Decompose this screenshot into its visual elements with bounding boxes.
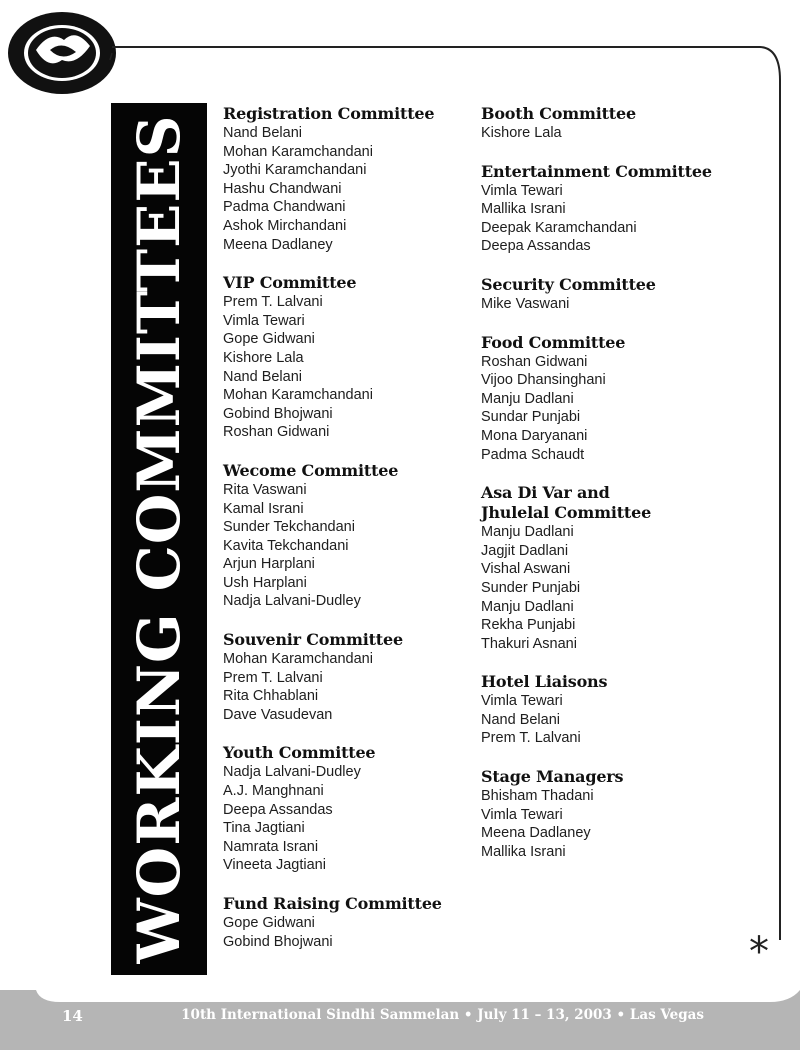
committee-block bbox=[223, 273, 473, 442]
event-footer-text: 10th International Sindhi Sammelan • July 11 – 13, 2003 • Las Vegas bbox=[181, 1007, 704, 1023]
committee-member: Vimla Tewari bbox=[481, 806, 563, 823]
committee-member: Kishore Lala bbox=[223, 349, 304, 366]
committee-block bbox=[223, 894, 473, 951]
committee-member: Deepa Assandas bbox=[223, 801, 333, 818]
committee-member: Jyothi Karamchandani bbox=[223, 162, 367, 179]
page-number: 14 bbox=[62, 1007, 83, 1025]
committee-member: Prem T. Lalvani bbox=[223, 294, 323, 311]
committee-block bbox=[481, 275, 721, 314]
committee-member: Manju Dadlani bbox=[481, 524, 574, 541]
committee-heading: Stage Managers bbox=[481, 767, 624, 787]
committee-heading: Security Committee bbox=[481, 274, 656, 294]
committee-member: Vishal Aswani bbox=[481, 561, 571, 578]
committee-member: Meena Dadlaney bbox=[223, 236, 333, 253]
committee-member: Gope Gidwani bbox=[223, 915, 315, 931]
committee-member: Bhisham Thadani bbox=[481, 788, 594, 805]
committee-member: Nadja Lalvani-Dudley bbox=[223, 593, 361, 610]
committee-block bbox=[223, 630, 473, 724]
committee-member: Nand Belani bbox=[481, 711, 560, 728]
committee-member: Vijoo Dhansinghani bbox=[481, 372, 606, 389]
right-column bbox=[481, 104, 721, 861]
committee-member: Sundar Punjabi bbox=[481, 409, 581, 426]
committee-block bbox=[223, 104, 473, 254]
committee-member: Tina Jagtiani bbox=[223, 820, 305, 837]
committee-member: Sunder Tekchandani bbox=[223, 519, 355, 536]
committee-heading: Booth Committee bbox=[481, 104, 636, 123]
committee-block bbox=[481, 162, 721, 256]
committee-heading: Entertainment Committee bbox=[481, 161, 712, 181]
committee-heading: Fund Raising Committee bbox=[223, 894, 442, 913]
committee-member: Gope Gidwani bbox=[223, 331, 315, 348]
committee-heading: Wecome Committee bbox=[223, 460, 399, 480]
committee-member: Prem T. Lalvani bbox=[223, 669, 323, 686]
committee-block bbox=[223, 743, 473, 875]
committee-member: Dave Vasudevan bbox=[223, 706, 333, 723]
committee-member: Thakuri Asnani bbox=[481, 635, 577, 652]
committee-member: Arjun Harplani bbox=[223, 556, 315, 573]
committee-block bbox=[481, 333, 721, 465]
committee-member: Kamal Israni bbox=[223, 500, 304, 517]
committee-member: Kavita Tekchandani bbox=[223, 537, 349, 554]
committee-member: Jagjit Dadlani bbox=[481, 542, 569, 559]
left-column bbox=[223, 104, 473, 951]
committee-member: Mike Vaswani bbox=[481, 295, 570, 312]
committee-member: Prem T. Lalvani bbox=[481, 730, 581, 747]
committee-member: Hashu Chandwani bbox=[223, 180, 342, 197]
committee-heading: Youth Committee bbox=[223, 743, 376, 763]
committee-member: Deepa Assandas bbox=[481, 238, 591, 255]
committee-member: Vimla Tewari bbox=[481, 693, 563, 710]
committee-heading: VIP Committee bbox=[223, 273, 357, 293]
committee-member: Mallika Israni bbox=[481, 843, 566, 860]
committee-member: Mohan Karamchandani bbox=[223, 143, 373, 160]
committee-block bbox=[481, 767, 721, 861]
committee-member: A.J. Manghnani bbox=[223, 783, 324, 800]
committee-member: Padma Chandwani bbox=[223, 199, 346, 216]
asterisk-icon: * bbox=[749, 929, 769, 975]
committee-member: Nadja Lalvani-Dudley bbox=[223, 764, 361, 781]
committee-member: Kishore Lala bbox=[481, 125, 562, 141]
committee-member: Mona Daryanani bbox=[481, 427, 588, 444]
committee-member: Mohan Karamchandani bbox=[223, 387, 373, 404]
committee-member: Vineeta Jagtiani bbox=[223, 857, 326, 874]
committee-member: Gobind Bhojwani bbox=[223, 405, 333, 422]
committee-block bbox=[481, 483, 721, 653]
committee-heading: Registration Committee bbox=[223, 104, 435, 123]
committee-heading: Asa Di Var and Jhulelal Committee bbox=[481, 483, 652, 523]
committee-block bbox=[481, 672, 721, 748]
committee-member: Mohan Karamchandani bbox=[223, 651, 373, 668]
committee-member: Vimla Tewari bbox=[223, 312, 305, 329]
title-bar bbox=[111, 103, 207, 975]
committee-member: Ashok Mirchandani bbox=[223, 217, 347, 234]
committee-heading: Hotel Liaisons bbox=[481, 672, 608, 692]
sammelan-logo bbox=[6, 10, 118, 96]
committee-block bbox=[481, 104, 721, 143]
committee-member: Gobind Bhojwani bbox=[223, 933, 333, 950]
committee-member: Rita Vaswani bbox=[223, 481, 307, 498]
committee-member: Sunder Punjabi bbox=[481, 579, 581, 596]
committee-member: Rekha Punjabi bbox=[481, 617, 576, 634]
committee-member: Roshan Gidwani bbox=[223, 424, 330, 441]
committee-member: Roshan Gidwani bbox=[481, 353, 588, 370]
committee-heading: Souvenir Committee bbox=[223, 630, 403, 650]
committee-member: Namrata Israni bbox=[223, 838, 319, 855]
committee-member: Ush Harplani bbox=[223, 574, 307, 591]
committee-member: Nand Belani bbox=[223, 125, 302, 141]
page-title: WORKING COMMITTEES bbox=[125, 114, 193, 964]
committee-member: Manju Dadlani bbox=[481, 390, 574, 407]
committee-member: Deepak Karamchandani bbox=[481, 219, 637, 236]
committee-block bbox=[223, 461, 473, 611]
committee-member: Vimla Tewari bbox=[481, 182, 563, 199]
committee-member: Meena Dadlaney bbox=[481, 825, 591, 842]
committee-member: Padma Schaudt bbox=[481, 446, 585, 463]
committee-member: Mallika Israni bbox=[481, 201, 566, 218]
committee-member: Rita Chhablani bbox=[223, 688, 319, 705]
committee-member: Manju Dadlani bbox=[481, 598, 574, 615]
committee-member: Nand Belani bbox=[223, 368, 302, 385]
committee-heading: Food Committee bbox=[481, 332, 626, 352]
